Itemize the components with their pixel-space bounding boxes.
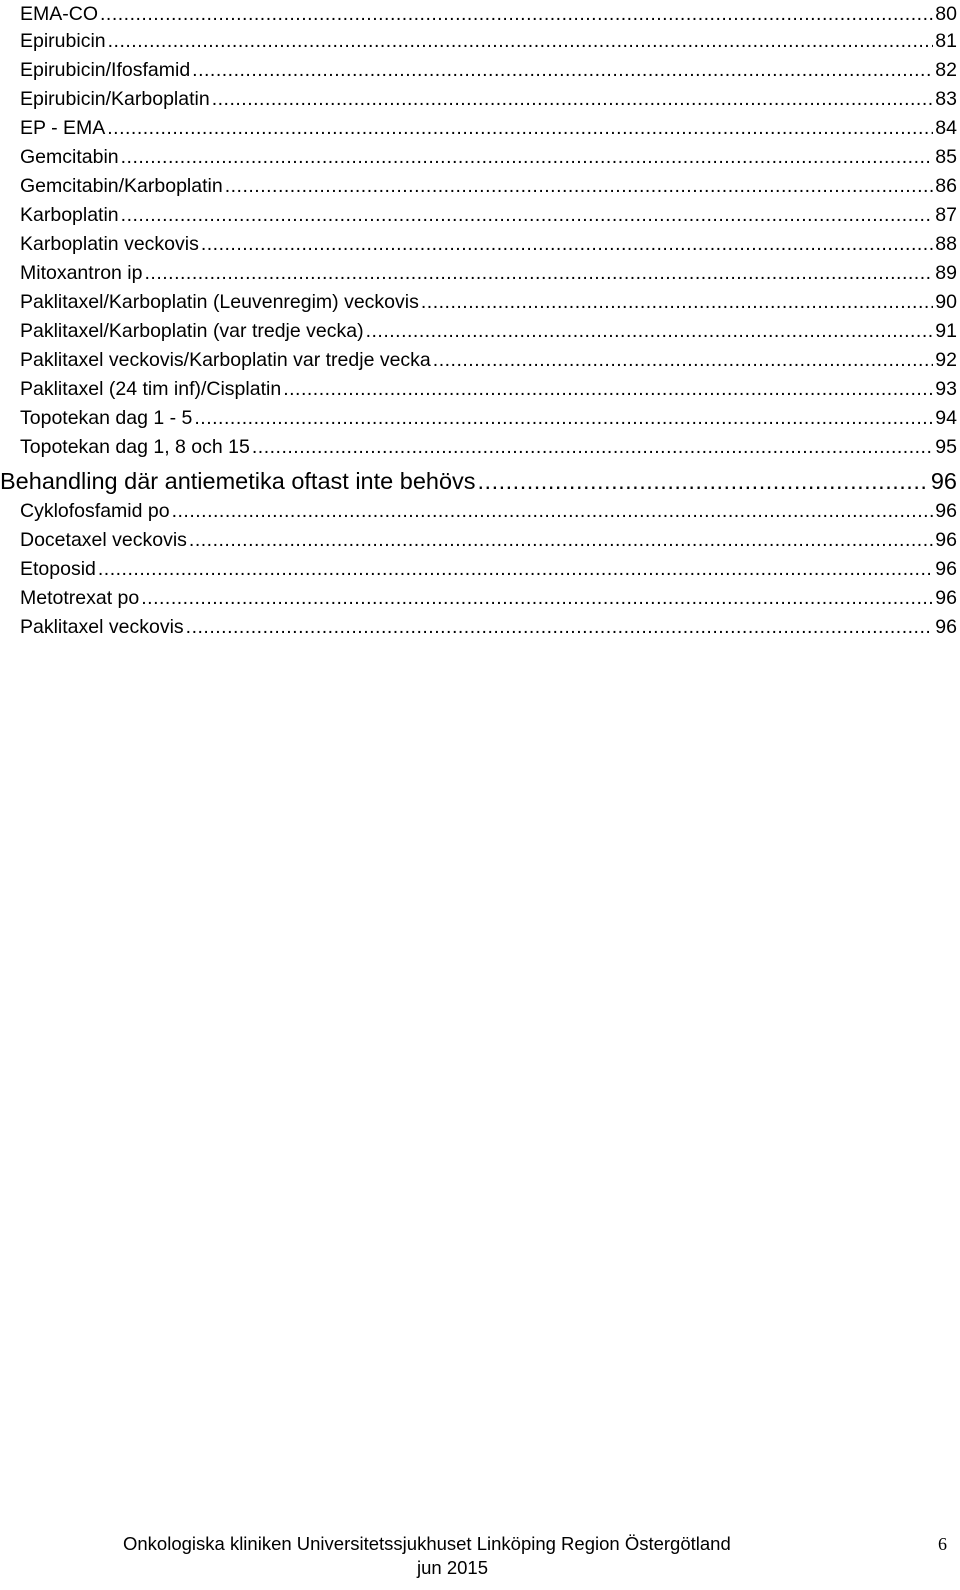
toc-section-heading-page: 96: [930, 468, 957, 494]
toc-entry-page: 81: [935, 30, 957, 52]
toc-entry-label: Etoposid: [20, 558, 96, 580]
toc-leader-dots: [98, 555, 933, 584]
toc-entry-page: 83: [935, 88, 957, 110]
toc-entry[interactable]: [20, 0, 957, 29]
toc-entry-label: Cyklofosfamid po: [20, 500, 170, 522]
toc-entry-page: 86: [935, 175, 957, 197]
toc-entry-label: Paklitaxel/Karboplatin (Leuvenregim) veckovis: [20, 291, 419, 313]
toc-entry[interactable]: [20, 27, 957, 56]
toc-leader-dots: [194, 404, 933, 433]
toc-entry-page: 80: [935, 3, 957, 25]
toc-entry-page: 89: [935, 262, 957, 284]
toc-entry-page: 96: [935, 529, 957, 551]
toc-entry[interactable]: [20, 172, 957, 201]
footer-organization: Onkologiska kliniken Universitetssjukhuset Linköping Region Östergötland: [123, 1533, 731, 1554]
toc-leader-dots: [108, 27, 934, 56]
toc-entry-label: Docetaxel veckovis: [20, 529, 187, 551]
toc-entry-page: 85: [935, 146, 957, 168]
toc-leader-dots: [366, 317, 934, 346]
toc-entry-page: 93: [935, 378, 957, 400]
toc-section-heading[interactable]: [0, 465, 957, 497]
toc-leader-dots: [172, 497, 934, 526]
toc-entry-label: Topotekan dag 1 - 5: [20, 407, 193, 429]
toc-leader-dots: [192, 56, 933, 85]
toc-leader-dots: [141, 584, 933, 613]
toc-entry-page: 94: [935, 407, 957, 429]
toc-leader-dots: [478, 465, 929, 497]
toc-entry-label: Gemcitabin/Karboplatin: [20, 175, 223, 197]
toc-entry[interactable]: [20, 85, 957, 114]
toc-entry-page: 88: [935, 233, 957, 255]
toc-entry[interactable]: [20, 613, 957, 642]
toc-leader-dots: [121, 201, 934, 230]
toc-leader-dots: [212, 85, 934, 114]
toc-entry[interactable]: [20, 143, 957, 172]
toc-entry-label: Epirubicin: [20, 30, 106, 52]
toc-leader-dots: [121, 143, 934, 172]
toc-entry-label: Karboplatin: [20, 204, 119, 226]
toc-entry-page: 87: [935, 204, 957, 226]
toc-leader-dots: [100, 0, 933, 29]
toc-leader-dots: [225, 172, 934, 201]
toc-entry-page: 96: [935, 500, 957, 522]
toc-entry-label: Epirubicin/Karboplatin: [20, 88, 210, 110]
toc-entry-page: 92: [935, 349, 957, 371]
toc-leader-dots: [107, 114, 933, 143]
toc-entry[interactable]: [20, 317, 957, 346]
toc-entry-label: Paklitaxel veckovis: [20, 616, 184, 638]
toc-entry-label: Metotrexat po: [20, 587, 140, 609]
toc-entry-page: 91: [935, 320, 957, 342]
toc-leader-dots: [252, 433, 933, 462]
toc-entry[interactable]: [20, 584, 957, 613]
toc-entry-label: Epirubicin/Ifosfamid: [20, 59, 191, 81]
toc-entry-label: Karboplatin veckovis: [20, 233, 199, 255]
toc-entry-label: EMA-CO: [20, 3, 98, 25]
toc-entry[interactable]: [20, 404, 957, 433]
toc-leader-dots: [201, 230, 933, 259]
toc-entry-label: Topotekan dag 1, 8 och 15: [20, 436, 250, 458]
toc-entry-label: Paklitaxel veckovis/Karboplatin var tredje vecka: [20, 349, 431, 371]
toc-entry-page: 90: [935, 291, 957, 313]
toc-entry[interactable]: [20, 56, 957, 85]
toc-entry[interactable]: [20, 259, 957, 288]
toc-entry[interactable]: [20, 555, 957, 584]
toc-leader-dots: [283, 375, 933, 404]
toc-entry-page: 96: [935, 587, 957, 609]
toc-section-heading-label: Behandling där antiemetika oftast inte behövs: [0, 468, 476, 494]
toc-entry-label: Paklitaxel/Karboplatin (var tredje vecka): [20, 320, 364, 342]
toc-entry[interactable]: [20, 433, 957, 462]
toc-entry[interactable]: [20, 201, 957, 230]
toc-entry-page: 84: [935, 117, 957, 139]
toc-entry-label: EP - EMA: [20, 117, 106, 139]
footer-page-number: 6: [938, 1534, 947, 1554]
footer-date: jun 2015: [417, 1557, 488, 1578]
toc-entry-label: Gemcitabin: [20, 146, 119, 168]
toc-entry-label: Mitoxantron ip: [20, 262, 143, 284]
toc-leader-dots: [433, 346, 934, 375]
toc-entry[interactable]: [20, 346, 957, 375]
toc-entry-label: Paklitaxel (24 tim inf)/Cisplatin: [20, 378, 282, 400]
toc-entry[interactable]: [20, 526, 957, 555]
toc-leader-dots: [421, 288, 933, 317]
toc-entry[interactable]: [20, 497, 957, 526]
toc-entry-page: 82: [935, 59, 957, 81]
toc-entry-page: 95: [935, 436, 957, 458]
toc-leader-dots: [186, 613, 934, 642]
toc-entry[interactable]: [20, 230, 957, 259]
toc-entry[interactable]: [20, 288, 957, 317]
toc-leader-dots: [144, 259, 933, 288]
toc-entry[interactable]: [20, 375, 957, 404]
toc-entry[interactable]: [20, 114, 957, 143]
toc-entry-page: 96: [935, 616, 957, 638]
toc-leader-dots: [189, 526, 933, 555]
toc-entry-page: 96: [935, 558, 957, 580]
